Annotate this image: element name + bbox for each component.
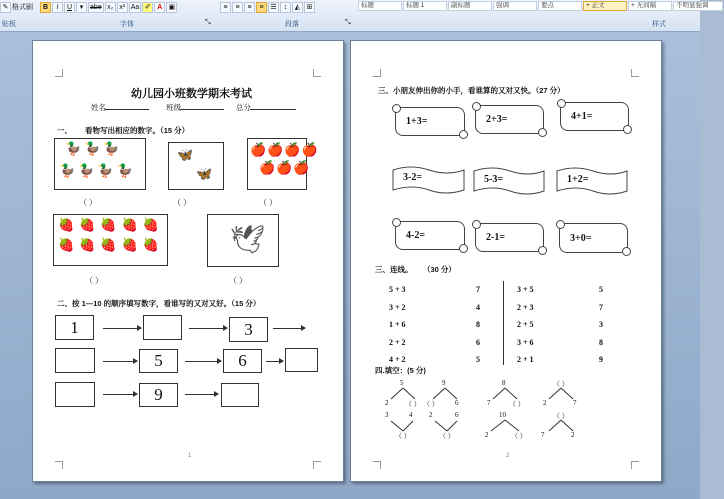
justify-icon[interactable]: ≡ (256, 2, 267, 13)
bond-top[interactable]: 8 (502, 379, 506, 387)
margin-corner-mark (373, 69, 381, 77)
apple-icon: 🍎 (293, 160, 310, 175)
equation-scroll[interactable]: 4-2= (395, 221, 465, 250)
number-bond (423, 379, 467, 409)
shading-icon[interactable]: ◭ (292, 2, 303, 13)
score-field[interactable] (250, 109, 296, 110)
margin-corner-mark (55, 461, 63, 469)
bond-right[interactable]: 6 (455, 399, 459, 407)
arrow-icon (103, 328, 141, 329)
apple-icon: 🍎 (267, 142, 284, 157)
margin-corner-mark (631, 461, 639, 469)
connect-right-numbers (599, 281, 603, 369)
equation-banner[interactable]: 1+2= (567, 174, 589, 185)
bond-top[interactable]: 3 (385, 411, 389, 419)
ribbon (0, 0, 709, 32)
page-2 (350, 40, 662, 482)
strawberries-picture (53, 214, 168, 266)
dove-picture (207, 214, 279, 267)
section3-title: 三、小朋友伸出你的小手，看谁算的又对又快。（27 分） (378, 86, 565, 95)
bond-top[interactable]: 10 (499, 411, 506, 419)
style-normal[interactable]: + 正文 (583, 1, 627, 11)
section1-number: 一、 (57, 126, 72, 135)
strawberry-icon: 🍓 (142, 237, 159, 252)
answer-number[interactable]: 3 (599, 320, 603, 329)
sequence-box[interactable] (285, 348, 318, 372)
distribute-icon[interactable]: ☰ (268, 2, 279, 13)
paragraph-toolbar (220, 1, 316, 13)
arrow-icon (185, 394, 218, 395)
expression[interactable]: 1 + 6 (389, 320, 406, 329)
equation-scroll[interactable]: 1+3= (395, 107, 465, 136)
font-group-label: 字体 (120, 21, 134, 28)
arrow-icon (103, 361, 137, 362)
bond-top[interactable]: 2 (429, 411, 433, 419)
name-label: 姓名 (91, 103, 106, 112)
bond-right[interactable]: （ ） (511, 432, 527, 440)
bond-left[interactable]: 4 (409, 411, 413, 419)
arrow-icon (185, 361, 221, 362)
line-spacing-icon[interactable]: ↕ (280, 2, 291, 13)
strawberry-icon: 🍓 (79, 237, 96, 252)
bond-left[interactable]: 2 (485, 431, 489, 439)
margin-corner-mark (55, 69, 63, 77)
number-bond (383, 379, 423, 409)
arrow-icon (189, 328, 227, 329)
style-subtle-emphasis[interactable]: 不明显强调 (673, 1, 723, 11)
clipboard-group (0, 1, 33, 13)
bond-right[interactable]: 2 (571, 431, 575, 439)
clipboard-group-label: 贴板 (2, 21, 16, 28)
bond-top[interactable]: 5 (400, 379, 404, 387)
bond-left[interactable]: 2 (543, 399, 547, 407)
page-1 (32, 40, 344, 482)
answer-number[interactable]: 4 (476, 302, 480, 312)
expression[interactable]: 3 + 6 (517, 337, 534, 347)
bond-top[interactable]: （ ） (553, 380, 569, 388)
sequence-box[interactable] (143, 315, 182, 340)
equation-scroll[interactable]: 2-1= (475, 223, 544, 252)
bond-right[interactable]: 7 (573, 399, 577, 407)
number-bond (539, 411, 583, 441)
answer-blank-butterflies[interactable]: （ ） (173, 198, 191, 207)
answer-blank-apples[interactable]: （ ） (259, 198, 277, 207)
number-bond (481, 411, 531, 441)
style-subtitle[interactable]: 副标题 (448, 1, 492, 11)
strawberry-icon: 🍓 (100, 237, 117, 252)
italic-button[interactable]: I (52, 2, 63, 13)
arrow-icon (273, 328, 305, 329)
font-dialog-launcher-icon[interactable]: ⤡ (205, 19, 211, 26)
strawberry-icon: 🍓 (121, 217, 138, 232)
margin-corner-mark (313, 69, 321, 77)
align-center-icon[interactable]: ≡ (232, 2, 243, 13)
duck-icon: 🦆 (78, 163, 95, 178)
superscript-button[interactable]: x² (117, 2, 128, 13)
font-color-icon[interactable]: A (154, 2, 165, 13)
duck-icon: 🦆 (97, 163, 114, 178)
strawberry-icon: 🍓 (121, 237, 138, 252)
bond-left[interactable]: 7 (487, 399, 491, 407)
expression[interactable]: 3 + 2 (389, 302, 406, 312)
butterfly-icon: 🦋 (196, 166, 213, 181)
bond-left[interactable]: 7 (541, 431, 545, 439)
apples-picture (247, 138, 318, 190)
connect-left-expressions (389, 281, 406, 369)
styles-group-label: 样式 (652, 21, 666, 28)
section4-score: （30 分） (423, 265, 456, 274)
answer-number[interactable]: 7 (476, 285, 480, 294)
expression[interactable]: 2 + 2 (389, 337, 406, 347)
duck-icon: 🦆 (59, 163, 76, 178)
equation-banner[interactable]: 3-2= (403, 172, 423, 183)
expression[interactable]: 4 + 2 (389, 355, 406, 364)
margin-corner-mark (373, 461, 381, 469)
apple-icon: 🍎 (284, 142, 301, 157)
exam-title: 幼儿园小班数学期末考试 (131, 88, 252, 100)
sequence-box[interactable] (55, 348, 95, 373)
expression[interactable]: 3 + 5 (517, 285, 534, 294)
page-number: 2 (506, 453, 510, 459)
page-number: 1 (188, 453, 192, 459)
style-no-spacing[interactable]: + 无间隔 (628, 1, 672, 11)
strawberry-icon: 🍓 (142, 217, 159, 232)
style-emphasis[interactable]: 强调 (493, 1, 537, 11)
apple-icon: 🍎 (250, 142, 267, 157)
format-painter-icon[interactable]: ✎ (0, 2, 11, 13)
format-painter-button[interactable]: 格式刷 (12, 4, 33, 11)
section5-title: 四.填空：(5 分) (375, 366, 426, 375)
sequence-box[interactable]: 6 (223, 349, 262, 373)
expression[interactable]: 5 + 3 (389, 285, 406, 294)
equation-banner[interactable]: 5-3= (484, 174, 504, 185)
strawberry-icon: 🍓 (79, 217, 96, 232)
duck-icon: 🦆 (103, 141, 120, 156)
bond-right[interactable]: （ ） (439, 432, 455, 440)
number-bond (539, 379, 583, 409)
number-bond (485, 379, 529, 409)
duck-icon: 🦆 (116, 163, 133, 178)
arrow-icon (266, 361, 283, 362)
bond-right[interactable]: （ ） (405, 400, 421, 408)
answer-number[interactable]: 8 (599, 337, 603, 347)
dove-icon: 🕊 (230, 224, 266, 255)
section1-title: 看物写出相应的数字。（15 分） (85, 126, 190, 135)
duck-icon: 🦆 (84, 141, 101, 156)
strikethrough-button[interactable]: abe (90, 3, 102, 11)
answer-blank-dove[interactable]: （ ） (229, 276, 247, 285)
duck-icon: 🦆 (65, 141, 82, 156)
paragraph-group-label: 段落 (285, 21, 299, 28)
sequence-box[interactable]: 3 (229, 317, 268, 342)
connect-left-numbers (476, 281, 480, 369)
style-title[interactable]: 标题 (358, 1, 402, 11)
answer-number[interactable]: 7 (599, 302, 603, 312)
style-heading1[interactable]: 标题 1 (403, 1, 447, 11)
paragraph-dialog-launcher-icon[interactable]: ⤡ (345, 19, 351, 26)
bond-top[interactable]: （ ） (553, 412, 569, 420)
margin-corner-mark (313, 461, 321, 469)
answer-blank-strawberries[interactable]: （ ） (85, 276, 103, 285)
margin-corner-mark (631, 69, 639, 77)
apple-icon: 🍎 (276, 160, 293, 175)
butterfly-icon: 🦋 (177, 147, 194, 162)
bond-left[interactable]: 6 (455, 411, 459, 419)
bond-right[interactable]: （ ） (509, 400, 525, 408)
answer-number[interactable]: 5 (599, 285, 603, 294)
expression[interactable]: 2 + 5 (517, 320, 534, 329)
strawberry-icon: 🍓 (58, 217, 75, 232)
align-right-icon[interactable]: ≡ (244, 2, 255, 13)
bond-top[interactable]: 9 (442, 379, 446, 387)
answer-number[interactable]: 9 (599, 355, 603, 364)
sequence-box[interactable]: 1 (55, 315, 94, 340)
sequence-box[interactable]: 5 (139, 349, 178, 373)
section4-title: 三、连线。 (375, 265, 413, 274)
arrow-icon (103, 394, 137, 395)
strawberry-icon: 🍓 (58, 237, 75, 252)
equation-scroll[interactable]: 3+0= (559, 223, 628, 253)
strawberry-icon: 🍓 (100, 217, 117, 232)
equation-scroll[interactable]: 4+1= (560, 102, 629, 131)
connect-right-expressions (517, 281, 534, 369)
change-case-button[interactable]: Aa (130, 3, 140, 11)
answer-number[interactable]: 6 (476, 337, 480, 347)
subscript-button[interactable]: x₂ (105, 2, 116, 13)
name-field[interactable] (105, 109, 149, 110)
column-divider (503, 281, 504, 365)
number-bond (383, 411, 423, 441)
highlight-icon[interactable]: ✐ (142, 2, 153, 13)
bond-right[interactable]: （ ） (395, 432, 411, 440)
align-left-icon[interactable]: ≡ (220, 2, 231, 13)
sequence-box[interactable] (55, 382, 95, 407)
class-label: 班级 (166, 103, 181, 112)
style-strong[interactable]: 要点 (538, 1, 582, 11)
sequence-box[interactable] (221, 383, 259, 407)
underline-dropdown-icon[interactable]: ▾ (76, 2, 87, 13)
char-border-icon[interactable]: ▣ (166, 2, 177, 13)
underline-button[interactable]: U (64, 2, 75, 13)
expression[interactable]: 2 + 3 (517, 302, 534, 312)
equation-scroll[interactable]: 2+3= (475, 105, 544, 134)
bond-left[interactable]: （ ） (423, 400, 439, 408)
answer-blank-ducks[interactable]: （ ） (79, 198, 97, 207)
section2-title: 二、按 1—10 的顺序填写数字，看谁写的又对又好。（15 分） (57, 299, 261, 308)
styles-gallery (358, 0, 724, 12)
expression[interactable]: 2 + 1 (517, 355, 534, 364)
bond-left[interactable]: 2 (385, 399, 389, 407)
apple-icon: 🍎 (301, 142, 318, 157)
score-label: 总分 (236, 103, 251, 112)
answer-number[interactable]: 8 (476, 320, 480, 329)
class-field[interactable] (180, 109, 224, 110)
number-bond (427, 411, 469, 441)
ducks-picture (54, 138, 146, 190)
apple-icon: 🍎 (259, 160, 276, 175)
borders-icon[interactable]: ⊞ (304, 2, 315, 13)
sequence-box[interactable]: 9 (139, 383, 178, 407)
butterflies-picture (168, 142, 224, 190)
font-toolbar (40, 1, 178, 13)
bold-button[interactable]: B (40, 2, 51, 13)
answer-number[interactable]: 5 (476, 355, 480, 364)
